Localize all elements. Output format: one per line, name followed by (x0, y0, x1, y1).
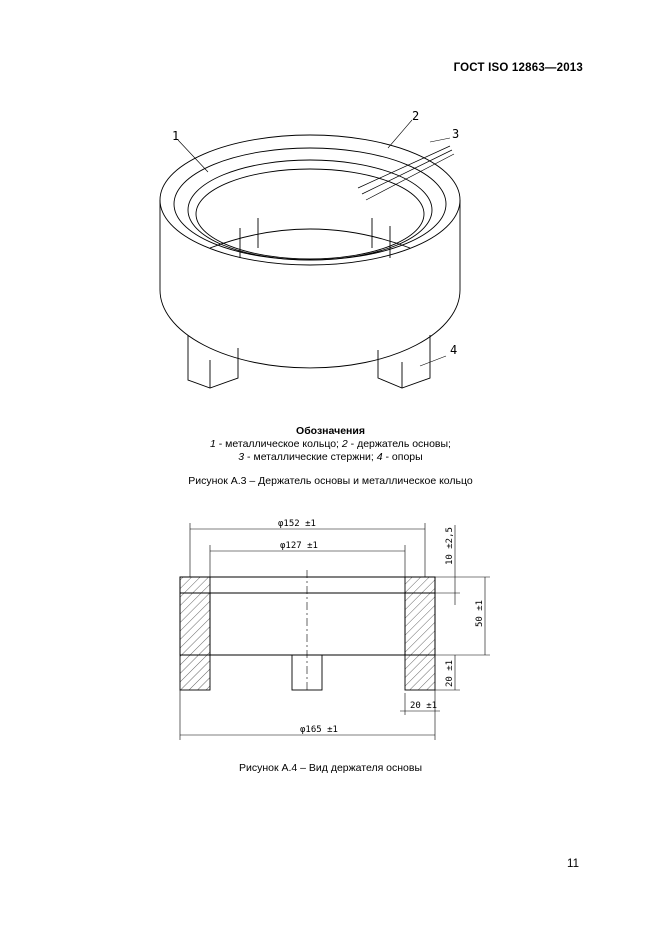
figure-a4-section-drawing (160, 515, 500, 745)
dim-foot-width: 20 ±1 (410, 701, 438, 711)
dim-right-bottom: 20 ±1 (445, 659, 455, 687)
legend-title: Обозначения (296, 425, 365, 437)
legend-num-3: 3 (238, 451, 245, 463)
document-code: ГОСТ ISO 12863—2013 (453, 62, 583, 74)
figure-a3-holder-drawing (150, 109, 480, 400)
legend-text-4: - опоры (382, 451, 423, 463)
callout-1: 1 (172, 129, 180, 143)
legend-num-4: 4 (376, 451, 383, 463)
legend-text-2: - держатель основы; (347, 438, 451, 450)
callout-4: 4 (450, 343, 458, 357)
figure-a4-caption: Рисунок А.4 – Вид держателя основы (238, 762, 423, 774)
dim-outer-top: φ152 ±1 (278, 519, 316, 529)
legend-text-3: - металлические стержни; (244, 451, 377, 463)
dim-right-mid: 50 ±1 (475, 599, 485, 627)
callout-3: 3 (452, 127, 460, 141)
legend-num-2: 2 (341, 438, 348, 450)
legend-line-2 (0, 451, 661, 464)
dim-inner-top: φ127 ±1 (280, 541, 318, 551)
legend-line-1 (0, 438, 661, 451)
legend-text-1: - металлическое кольцо; (215, 438, 342, 450)
page-number: 11 (567, 858, 579, 870)
figure-a3-caption: Рисунок А.3 – Держатель основы и металлическое кольцо (188, 475, 473, 487)
figure-a3-legend (0, 425, 661, 464)
callout-2: 2 (412, 109, 420, 123)
legend-num-1: 1 (210, 438, 216, 450)
dim-right-top: 10 ±2,5 (445, 527, 455, 565)
dim-bottom: φ165 ±1 (300, 725, 338, 735)
